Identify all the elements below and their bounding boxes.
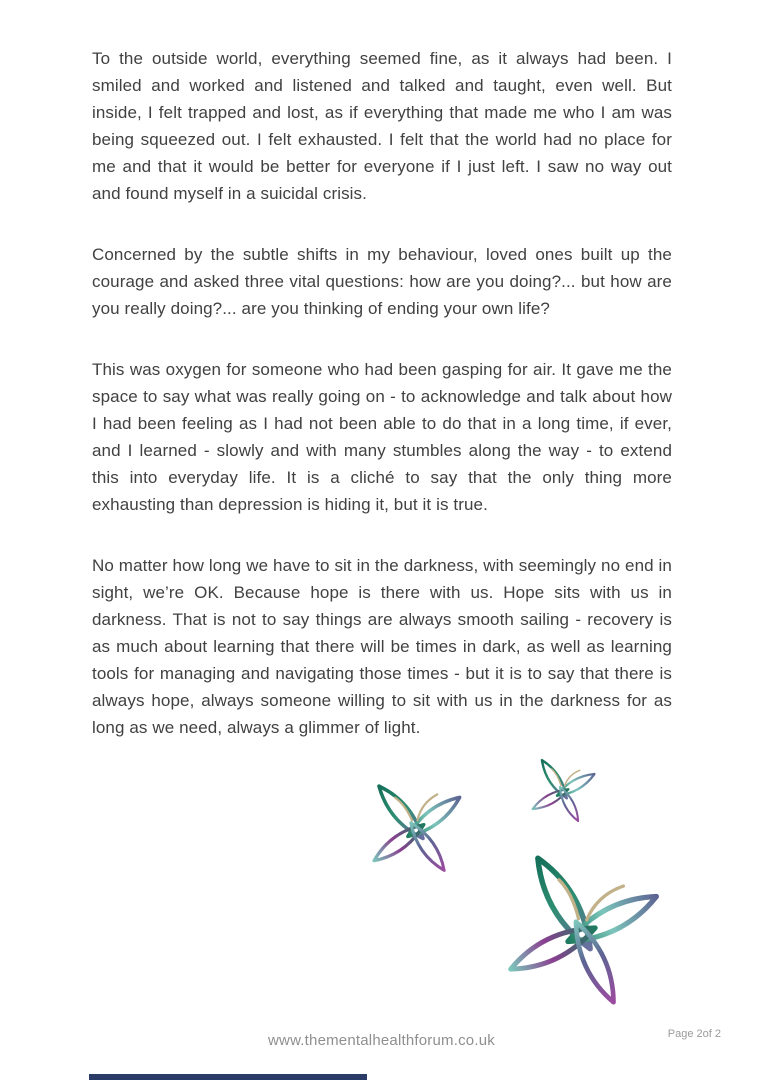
butterfly-logo-icon <box>523 749 601 827</box>
butterfly-logo-icon <box>358 768 470 880</box>
paragraph-outside-world: To the outside world, everything seemed fine, as it always had been. I smiled and worked and listened and talked and taught, even well. But inside, I felt trapped and lost, as if everything that made me who I am was being squeezed out. I felt exhausted. I felt that the world had no place for me and that it would be better for everyone if I just left. I saw no way out and found myself in a suicidal crisis. <box>92 49 672 203</box>
bottom-navy-bar <box>89 1074 367 1080</box>
page-number-label: Page 2of 2 <box>667 1028 721 1040</box>
document-body <box>92 45 672 775</box>
paragraph-oxygen: This was oxygen for someone who had been gasping for air. It gave me the space to say what was really going on - to acknowledge and talk about how I had been feeling as I had not been able to do that in a long time, if ever, and I learned - slowly and with many stumbles along the way - to extend this into everyday life. It is a cliché to say that the only thing more exhausting than depression is hiding it, but it is true. <box>92 360 672 514</box>
paragraph-three-questions: Concerned by the subtle shifts in my behaviour, loved ones built up the courage and asked three vital questions: how are you doing?... but how are you really doing?... are you thinking of ending your own life? <box>92 245 672 318</box>
paragraph-hope: No matter how long we have to sit in the darkness, with seemingly no end in sight, we’re OK. Because hope is there with us. Hope sits with us in darkness. That is not to say things are always smooth sailing - recovery is as much about learning that there will be times in dark, as well as learning tools for managing and navigating those times - but it is to say that there is always hope, always someone willing to sit with us in the darkness for as long as we need, always a glimmer of light. <box>92 556 672 737</box>
footer-website-link[interactable]: www.thementalhealthforum.co.uk <box>268 1032 495 1049</box>
butterfly-logo-icon <box>487 831 673 1017</box>
